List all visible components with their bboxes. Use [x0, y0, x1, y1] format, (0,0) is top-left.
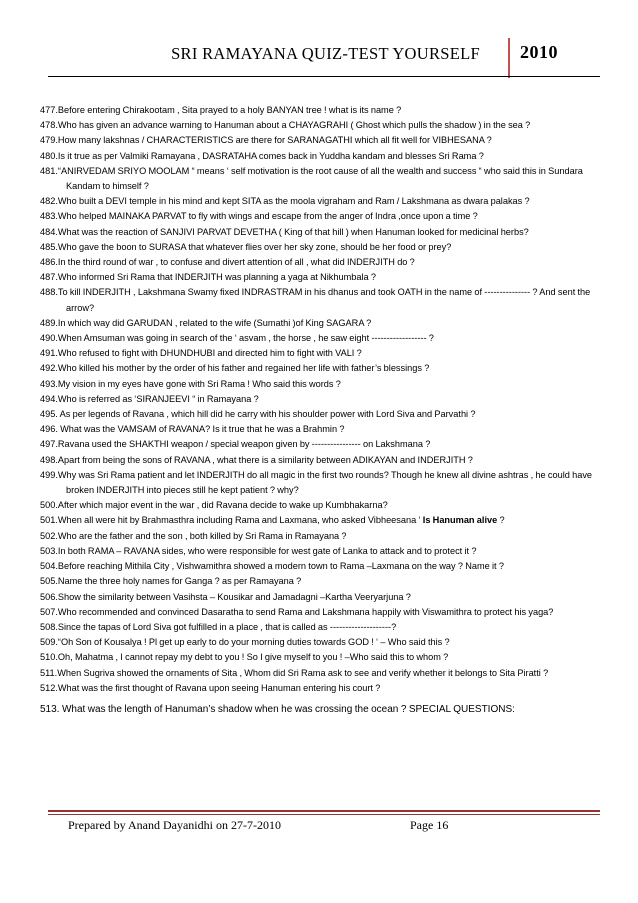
question-490: 490.When Amsuman was going in search of the ‘ asvam , the horse , he saw eight ------------------ ?: [40, 333, 434, 344]
question-480: 480.Is it true as per Valmiki Ramayana , DASRATAHA comes back in Yuddha kandam and blesses Sri Rama ?: [40, 150, 484, 161]
question-483: 483.Who helped MAINAKA PARVAT to fly with wings and escape from the anger of Indra ,once upon a time ?: [40, 211, 478, 222]
question-502: 502.Who are the father and the son , both killed by Sri Rama in Ramayana ?: [40, 530, 347, 541]
question-488: 488.To kill INDERJITH , Lakshmana Swamy fixed INDRASTRAM in his dhanus and took OATH in the name of --------------- ? And sent the arrow?: [40, 287, 591, 313]
question-504: 504.Before reaching Mithila City , Vishwamithra showed a modern town to Rama –Laxmana on the way ? Name it ?: [40, 561, 504, 572]
question-503: 503.In both RAMA – RAVANA sides, who were responsible for west gate of Lanka to attack and to protect it ?: [40, 545, 477, 556]
question-509: 509.“Oh Son of Kousalya ! Pl get up early to do your morning duties towards GOD ! ‘ – Who said this ?: [40, 637, 450, 648]
footer-author: Prepared by Anand Dayanidhi on 27-7-2010: [68, 818, 281, 832]
question-494: 494.Who is referred as ‘SIRANJEEVI “ in Ramayana ?: [40, 393, 259, 404]
question-513: 513. What was the length of Hanuman’s shadow when he was crossing the ocean ? SPECIAL QUESTIONS:: [40, 703, 515, 715]
question-511: 511.When Sugriva showed the ornaments of Sita , Whom did Sri Rama ask to see and verify whether it belongs to Sita Piratti ?: [40, 667, 549, 678]
question-499: 499.Why was Sri Rama patient and let INDERJITH do all magic in the first two rounds? Though he knew all divine ashtras , he could have broken INDERJITH into pieces still he kept patient ? why?: [40, 469, 593, 496]
page-header: [48, 38, 600, 74]
question-491: 491.Who refused to fight with DHUNDHUBI and directed him to fight with VALI ?: [40, 348, 362, 359]
question-477: 477.Before entering Chirakootam , Sita prayed to a holy BANYAN tree ! what is its name ?: [40, 105, 402, 115]
question-487: 487.Who informed Sri Rama that INDERJITH was planning a yaga at Nikhumbala ?: [40, 272, 376, 283]
question-501-bold: Is Hanuman alive: [422, 515, 498, 526]
question-486: 486.In the third round of war , to confuse and divert attention of all , what did INDERJITH do ?: [40, 257, 415, 268]
question-508: 508.Since the tapas of Lord Siva got fulfilled in a place , that is called as --------------------?: [40, 621, 397, 632]
header-separator: [508, 38, 510, 78]
footer-page-number: Page 16: [410, 818, 449, 832]
question-485: 485.Who gave the boon to SURASA that whatever flies over her sky zone, should be her food or prey?: [40, 241, 452, 252]
question-492: 492.Who killed his mother by the order of his father and regained her life with father’s blessings ?: [40, 363, 430, 374]
question-498: 498.Apart from being the sons of RAVANA , what there is a similarity between ADIKAYAN and INDERJITH ?: [40, 454, 473, 465]
header-title: SRI RAMAYANA QUIZ-TEST YOURSELF: [171, 44, 480, 63]
question-list: [40, 103, 600, 717]
question-482: 482.Who built a DEVI temple in his mind and kept SITA as the moola vigraham and Ram / Lakshmana as dwara palakas ?: [40, 196, 530, 207]
question-496: 496. What was the VAMSAM of RAVANA? Is it true that he was a Brahmin ?: [40, 424, 345, 435]
question-484: 484.What was the reaction of SANJIVI PARVAT DEVETHA ( King of that hill ) when Hanuman looked for medicinal herbs?: [40, 226, 529, 237]
question-510: 510.Oh, Mahatma , I cannot repay my debt to you ! So I give myself to you ! –Who said this to whom ?: [40, 652, 449, 663]
question-506: 506.Show the similarity between Vasihsta – Kousikar and Jamadagni –Kartha Veeryarjuna ?: [40, 591, 411, 602]
question-478: 478.Who has given an advance warning to Hanuman about a CHAYAGRAHI ( Ghost which pulls the shadow ) in the sea ?: [40, 120, 531, 131]
question-500: 500.After which major event in the war , did Ravana decide to wake up Kumbhakarna?: [40, 500, 388, 511]
question-479: 479.How many lakshnas / CHARACTERISTICS are there for SARANAGATHI which all fit well for VIBHESANA ?: [40, 135, 492, 146]
question-497: 497.Ravana used the SHAKTHI weapon / special weapon given by ---------------- on Lakshmana ?: [40, 439, 431, 450]
header-year: 2010: [520, 42, 558, 62]
question-493: 493.My vision in my eyes have gone with Sri Rama ! Who said this words ?: [40, 378, 341, 389]
question-501-text: 501.When all were hit by Brahmasthra including Rama and Laxmana, who asked Vibheesana ‘: [40, 515, 423, 526]
question-489: 489.In which way did GARUDAN , related to the wife (Sumathi )of King SAGARA ?: [40, 317, 372, 328]
header-rule: [48, 76, 600, 77]
question-501-end: ?: [497, 515, 505, 526]
question-481: 481.“ANIRVEDAM SRIYO MOOLAM “ means ‘ self motivation is the root cause of all the wealth and success “ who said this in Sundara Kandam to himself ?: [40, 165, 583, 192]
footer-rule: [48, 810, 600, 812]
question-505: 505.Name the three holy names for Ganga ? as per Ramayana ?: [40, 576, 302, 587]
question-507: 507.Who recommended and convinced Dasaratha to send Rama and Lakshmana happily with Viswamithra to protect his yaga?: [40, 606, 554, 617]
footer-rule-thin: [48, 814, 600, 815]
question-512: 512.What was the first thought of Ravana upon seeing Hanuman entering his court ?: [40, 682, 381, 693]
question-501: [40, 513, 600, 528]
question-495: 495. As per legends of Ravana , which hill did he carry with his shoulder power with Lord Siva and Parvathi ?: [40, 409, 476, 420]
